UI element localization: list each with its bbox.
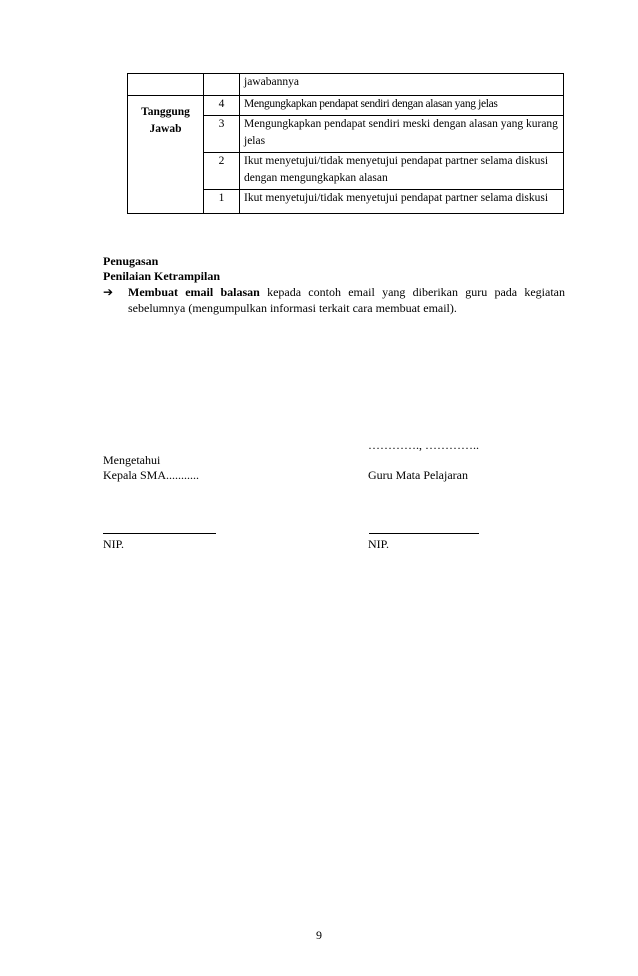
table-row <box>128 74 564 96</box>
criterion-line: Jawab <box>149 123 182 135</box>
arrow-icon: ➔ <box>103 285 114 299</box>
empty-cell <box>128 74 204 96</box>
description-cell: Mengungkapkan pendapat sendiri dengan alasan yang jelas <box>240 96 564 116</box>
left-nip-label: NIP. <box>103 537 125 551</box>
right-signatory-title: Guru Mata Pelajaran <box>368 468 468 482</box>
task-title: Membuat email balasan <box>128 285 260 299</box>
empty-cell <box>204 74 240 96</box>
right-nip-label: NIP. <box>368 537 390 551</box>
criterion-line: Tanggung <box>141 106 190 118</box>
table-row <box>128 96 564 116</box>
task-item <box>103 284 565 316</box>
place-date: …………., ………….. <box>368 438 479 452</box>
page-number: 9 <box>316 928 322 942</box>
description-cell: Mengungkapkan pendapat sendiri meski dengan alasan yang kurang jelas <box>240 116 564 153</box>
description-cell: Ikut menyetujui/tidak menyetujui pendapat partner selama diskusi dengan mengungkapkan alasan <box>240 153 564 190</box>
task-description: kepada contoh email yang diberikan guru pada kegiatan sebelumnya (mengumpulkan informasi terkait cara membuat email). <box>128 285 565 315</box>
score-cell: 1 <box>204 190 240 214</box>
description-cell: Ikut menyetujui/tidak menyetujui pendapat partner selama diskusi <box>240 190 564 214</box>
left-signatory-title: Kepala SMA........... <box>103 468 199 482</box>
score-cell: 3 <box>204 116 240 153</box>
section-subheading: Penilaian Ketrampilan <box>103 269 220 283</box>
description-cell: jawabannya <box>240 74 564 96</box>
right-signature-line <box>369 533 479 534</box>
task-text <box>128 284 565 316</box>
criterion-cell <box>128 96 204 214</box>
score-cell: 2 <box>204 153 240 190</box>
section-heading: Penugasan <box>103 254 159 268</box>
left-signature-line <box>103 533 216 534</box>
rubric-table <box>127 73 564 214</box>
score-cell: 4 <box>204 96 240 116</box>
known-by-label: Mengetahui <box>103 453 161 467</box>
